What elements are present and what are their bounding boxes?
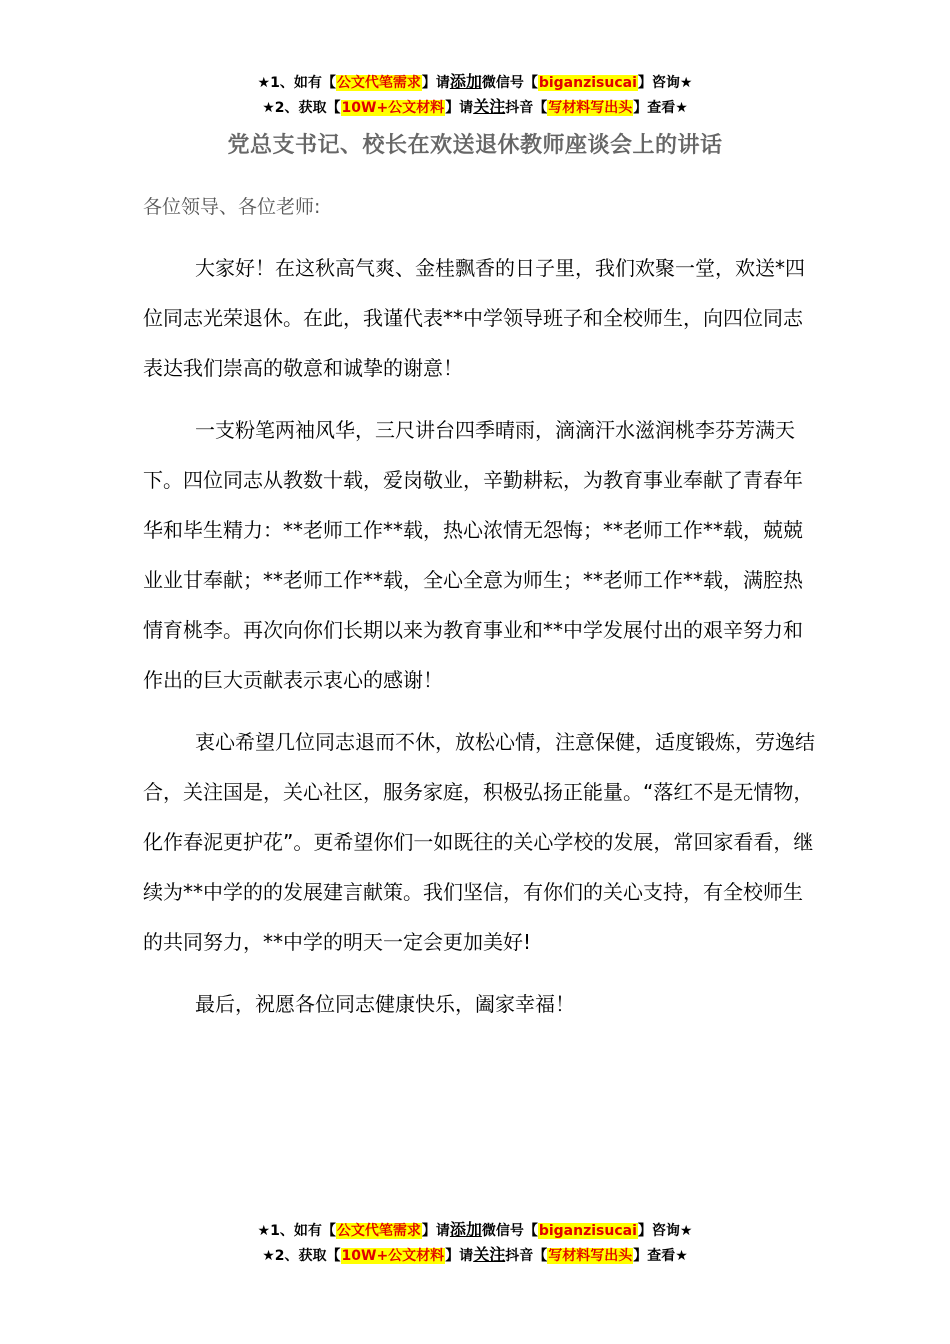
header-promo-banner bbox=[0, 70, 950, 120]
paragraph: 大家好！在这秋高气爽、金桂飘香的日子里，我们欢聚一堂，欢送*四位同志光荣退休。在此，我谨代表**中学领导班子和全校师生，向四位同志表达我们崇高的敬意和诚挚的谢意！ bbox=[143, 256, 805, 380]
emphasis-add: 添加 bbox=[449, 72, 482, 91]
highlight-service: 公文代笔需求 bbox=[336, 1223, 421, 1239]
highlight-service: 公文代笔需求 bbox=[336, 75, 421, 91]
highlight-douyin-id: 写材料写出头 bbox=[548, 100, 633, 116]
promo-line-1: ★1、如有【公文代笔需求】请添加微信号【biganzisucai】咨询★ bbox=[257, 72, 693, 91]
emphasis-follow: 关注 bbox=[473, 1245, 506, 1264]
document-title: 党总支书记、校长在欢送退休教师座谈会上的讲话 bbox=[227, 133, 723, 158]
highlight-wechat-id: biganzisucai bbox=[538, 1223, 637, 1239]
highlight-douyin-id: 写材料写出头 bbox=[548, 1248, 633, 1264]
paragraph: 衷心希望几位同志退而不休，放松心情，注意保健，适度锻炼，劳逸结合，关注国是，关心社区，服务家庭，积极弘扬正能量。“落红不是无情物，化作春泥更护花”。更希望你们一如既往的关心学校的发展，常回家看看，继续为**中学的的发展建言献策。我们坚信，有你们的关心支持，有全校师生的共同努力，**中学的明天一定会更加美好! bbox=[143, 730, 815, 954]
highlight-wechat-id: biganzisucai bbox=[538, 75, 637, 91]
paragraph: 一支粉笔两袖风华，三尺讲台四季晴雨，滴滴汗水滋润桃李芬芳满天下。四位同志从教数十载，爱岗敬业，辛勤耕耘，为教育事业奉献了青春年华和毕生精力：**老师工作**载，热心浓情无怨悔；**老师工作**载，兢兢业业甘奉献；**老师工作**载，全心全意为师生；**老师工作**载，满腔热情育桃李。再次向你们长期以来为教育事业和**中学发展付出的艰辛努力和作出的巨大贡献表示衷心的感谢！ bbox=[143, 418, 803, 692]
emphasis-add: 添加 bbox=[449, 1220, 482, 1239]
emphasis-follow: 关注 bbox=[473, 97, 506, 116]
document-body bbox=[143, 243, 815, 1041]
paragraph: 最后，祝愿各位同志健康快乐，阖家幸福！ bbox=[195, 992, 575, 1016]
footer-promo-banner bbox=[0, 1218, 950, 1268]
salutation: 各位领导、各位老师: bbox=[143, 196, 321, 218]
promo-line-2: ★2、获取【10W+公文材料】请关注抖音【写材料写出头】查看★ bbox=[262, 1245, 688, 1264]
promo-line-1: ★1、如有【公文代笔需求】请添加微信号【biganzisucai】咨询★ bbox=[257, 1220, 693, 1239]
highlight-materials: 10W+公文材料 bbox=[341, 1248, 445, 1264]
highlight-materials: 10W+公文材料 bbox=[341, 100, 445, 116]
promo-line-2: ★2、获取【10W+公文材料】请关注抖音【写材料写出头】查看★ bbox=[262, 97, 688, 116]
